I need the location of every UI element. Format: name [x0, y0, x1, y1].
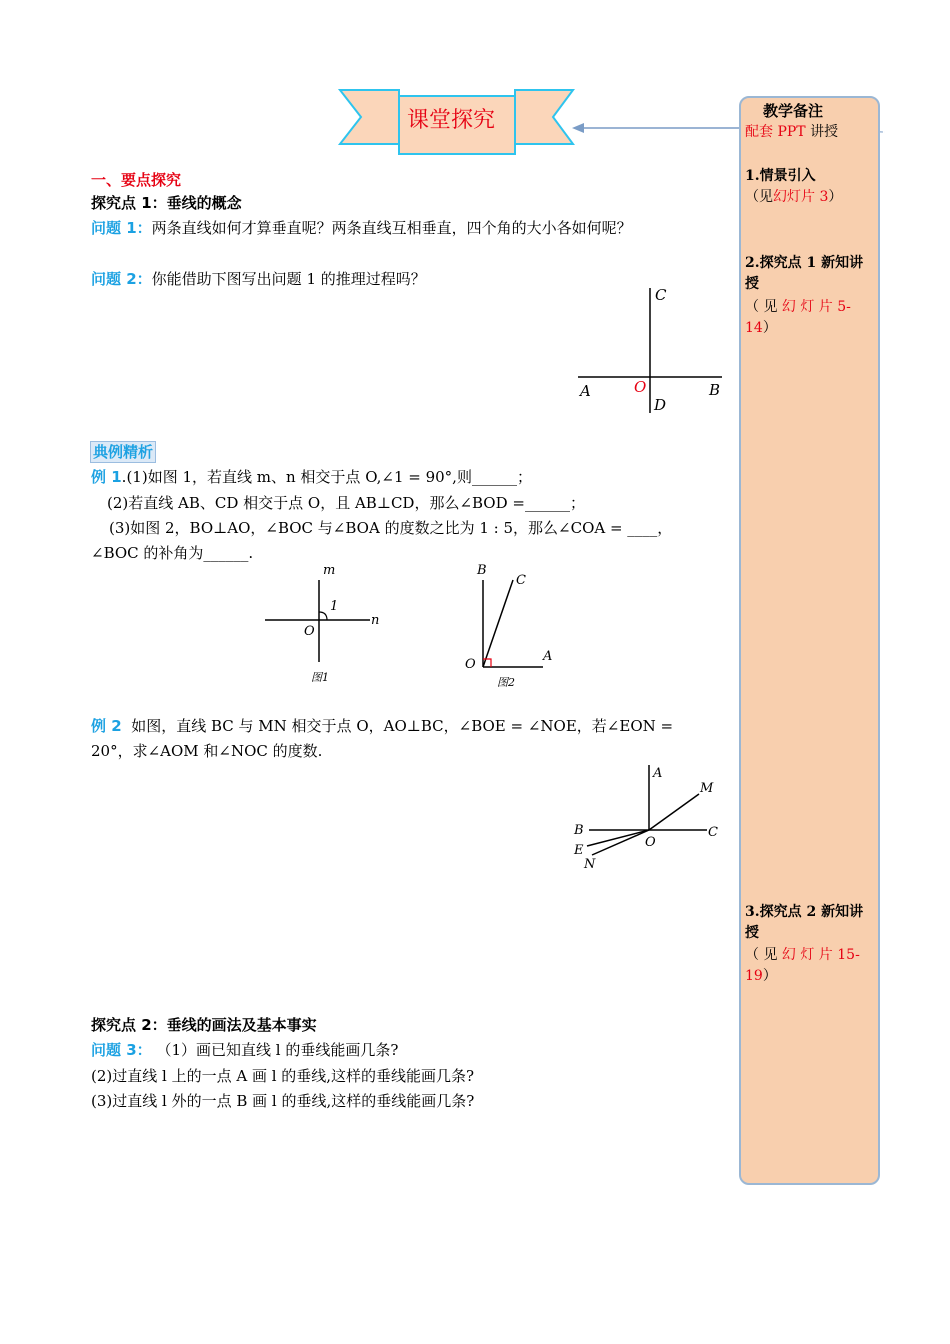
- label-o: O: [304, 624, 315, 639]
- label-m: M: [700, 781, 714, 796]
- example-section-label: 典例精析: [90, 441, 156, 463]
- label-o: O: [645, 835, 656, 850]
- question-3-line-2: (2)过直线 l 上的一点 A 画 l 的垂线,这样的垂线能画几条?: [91, 1067, 475, 1085]
- label-m: m: [323, 563, 336, 578]
- note-3-title-cont: 授: [745, 925, 759, 941]
- figure-3: [568, 760, 728, 875]
- figure-1: [258, 560, 388, 690]
- note-2-title-cont: 授: [745, 276, 759, 292]
- note-3-ref-cont: 19）: [745, 968, 777, 984]
- perpendicular-figure: [570, 283, 730, 418]
- label-e: E: [574, 843, 584, 858]
- example-1-line-4: ∠BOC 的补角为______.: [91, 544, 254, 562]
- question-3-line-1: 问题 3： （1）画已知直线 l 的垂线能画几条?: [91, 1041, 399, 1059]
- label-n: n: [371, 613, 380, 628]
- example-1-line-2: (2)若直线 AB、CD 相交于点 O，且 AB⊥CD，那么∠BOD =______；: [107, 494, 585, 512]
- section-heading: 一、要点探究: [91, 171, 182, 189]
- banner-title: 课堂探究: [407, 108, 496, 133]
- point-2-heading: 探究点 2：垂线的画法及基本事实: [91, 1016, 317, 1034]
- question-3-line-3: (3)过直线 l 外的一点 B 画 l 的垂线,这样的垂线能画几条?: [91, 1092, 475, 1110]
- point-1-heading: 探究点 1：垂线的概念: [91, 194, 242, 212]
- sidebar-subtitle: 配套 PPT 讲授: [745, 124, 839, 140]
- example-2-line-2: 20°，求∠AOM 和∠NOC 的度数.: [91, 742, 323, 760]
- label-a: A: [543, 649, 553, 664]
- note-3-title: 3.探究点 2 新知讲: [745, 904, 864, 920]
- note-2-ref-cont: 14）: [745, 320, 777, 336]
- figure-2: [460, 560, 570, 690]
- label-n: N: [584, 857, 596, 872]
- label-o: O: [634, 378, 647, 396]
- label-b: B: [709, 381, 721, 399]
- note-1-ref: （见幻灯片 3）: [745, 189, 843, 205]
- note-2-title: 2.探究点 1 新知讲: [745, 255, 864, 271]
- label-c: C: [708, 825, 718, 840]
- example-2-line-1: 例 2 如图，直线 BC 与 MN 相交于点 O，AO⊥BC，∠BOE = ∠NOE，若∠EON =: [91, 717, 674, 735]
- label-c: C: [655, 286, 667, 304]
- label-a: A: [653, 766, 663, 781]
- sidebar-title: 教学备注: [763, 102, 824, 120]
- label-d: D: [654, 396, 667, 414]
- label-b: B: [477, 563, 487, 578]
- note-2-ref: （ 见 幻 灯 片 5-: [745, 299, 851, 315]
- label-a: A: [580, 382, 591, 400]
- example-1-line-3: (3)如图 2，BO⊥AO，∠BOC 与∠BOA 的度数之比为 1 : 5，那么∠COA = ____，: [109, 519, 673, 537]
- example-1-line-1: 例 1.(1)如图 1，若直线 m、n 相交于点 O,∠1 = 90°,则______；: [91, 468, 532, 486]
- question-2: 问题 2：你能借助下图写出问题 1 的推理过程吗？: [91, 270, 426, 288]
- label-angle-1: 1: [330, 599, 339, 614]
- note-3-ref: （ 见 幻 灯 片 15-: [745, 947, 860, 963]
- label-c: C: [516, 573, 526, 588]
- figure-2-caption: 图2: [497, 676, 515, 689]
- note-1-title: 1.情景引入: [745, 168, 816, 184]
- figure-1-caption: 图1: [311, 671, 329, 684]
- angle-arc-icon: [319, 612, 327, 620]
- label-b: B: [574, 823, 584, 838]
- label-o: O: [465, 657, 476, 672]
- question-1: 问题 1：两条直线如何才算垂直呢？两条直线互相垂直，四个角的大小各如何呢？: [91, 219, 632, 237]
